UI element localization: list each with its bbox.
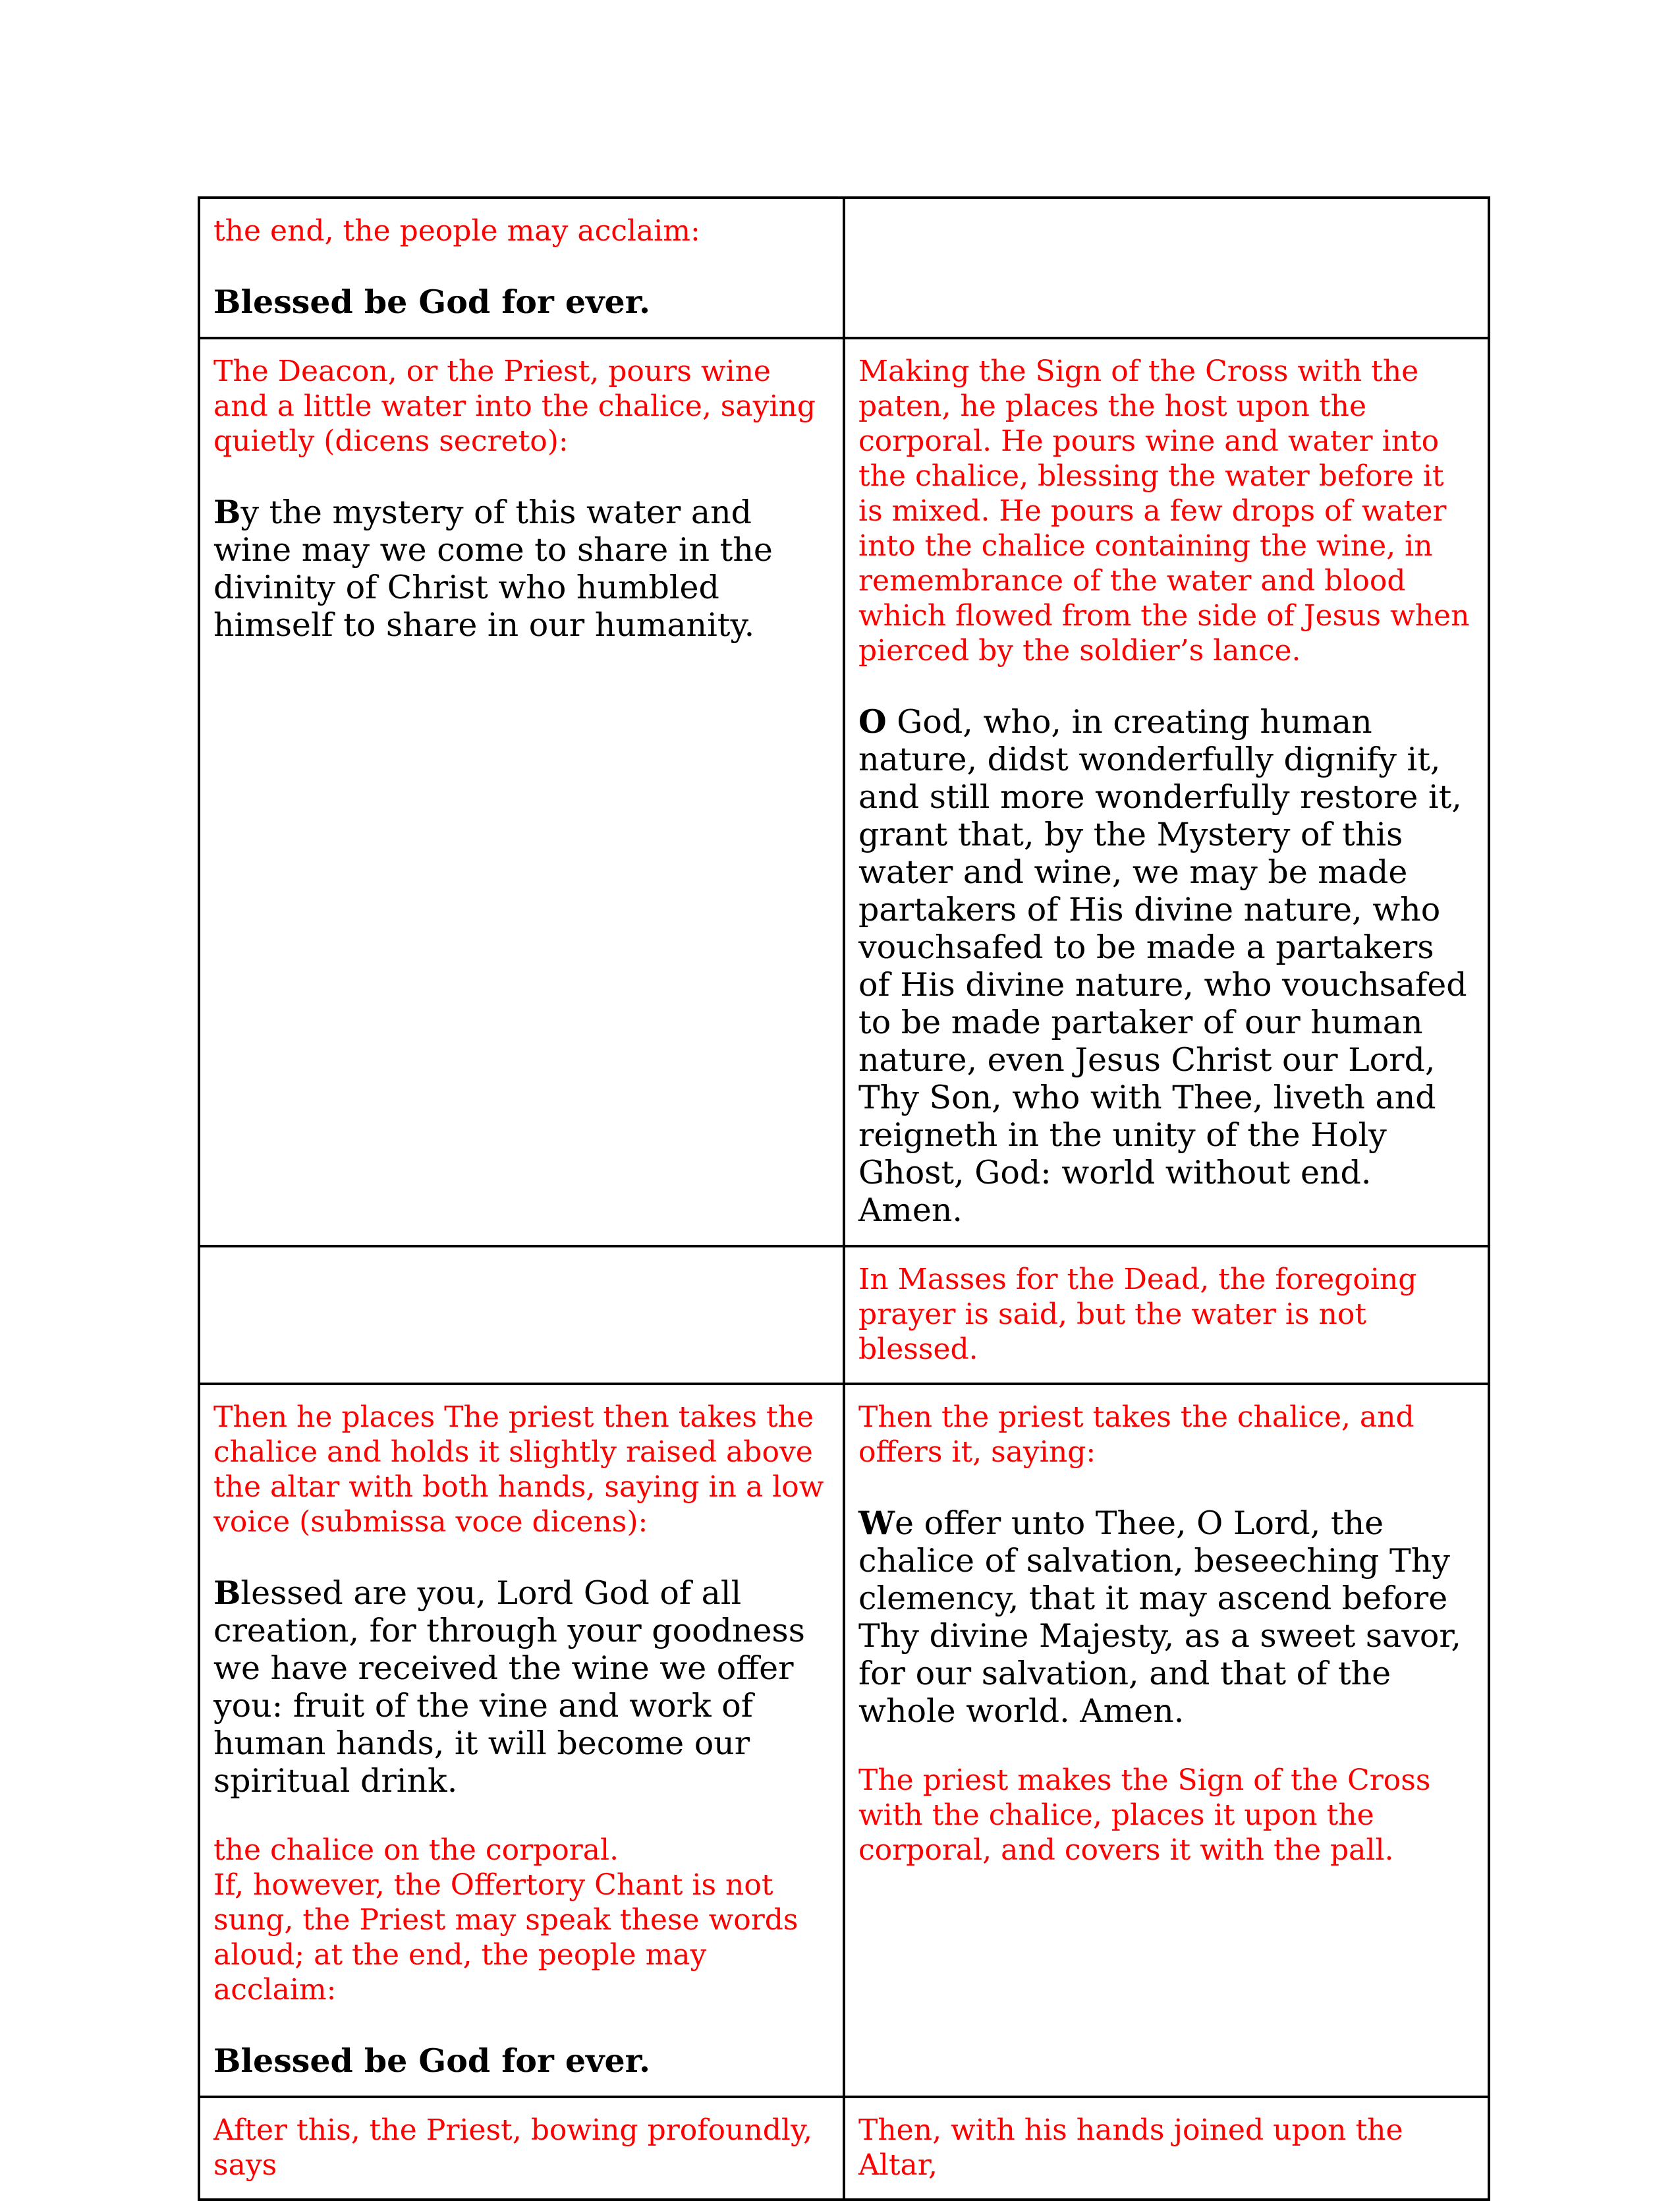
right-cell <box>844 2097 1489 2200</box>
table-row <box>199 338 1489 1246</box>
acclamation-text: Blessed be God for ever. <box>213 2042 651 2080</box>
left-cell <box>199 198 844 338</box>
right-cell <box>844 338 1489 1246</box>
prayer-initial: B <box>213 493 241 531</box>
prayer-text <box>858 703 1474 1229</box>
prayer-body: God, who, in creating human nature, didst wonderfully dignify it, and still more wonderfully restore it, grant that, by the Mystery of this water and wine, we may be made partakers of His divine nature, who vouchsafed to be made a partakers of His divine nature, who vouchsafed to be made partaker of our human nature, even Jesus Christ our Lord, Thy Son, who with Thee, liveth and reigneth in the unity of the Holy Ghost, God: world without end. Amen. <box>858 703 1467 1229</box>
rubric-text: The Deacon, or the Priest, pours wine and a little water into the chalice, saying quietly (dicens secreto): <box>213 355 816 458</box>
rubric-text: Then he places The priest then takes the chalice and holds it slightly raised above the altar with both hands, saying in a low voice (submissa voce dicens): <box>213 1400 824 1539</box>
table-row <box>199 1246 1489 1384</box>
right-cell <box>844 1384 1489 2097</box>
prayer-text <box>213 1574 829 1800</box>
rubric-text: Then the priest takes the chalice, and offers it, saying: <box>858 1400 1414 1469</box>
acclamation-text: Blessed be God for ever. <box>213 283 651 321</box>
right-cell-empty <box>844 198 1489 338</box>
prayer-text <box>213 494 829 644</box>
rubric-text: Then, with his hands joined upon the Altar, <box>858 2113 1403 2182</box>
rubric-text: the end, the people may acclaim: <box>213 214 700 248</box>
left-cell <box>199 338 844 1246</box>
rubric-text: In Masses for the Dead, the foregoing prayer is said, but the water is not blessed. <box>858 1263 1417 1366</box>
prayer-body: y the mystery of this water and wine may we come to share in the divinity of Christ who humbled himself to share in our humanity. <box>213 494 773 644</box>
table-row <box>199 198 1489 338</box>
left-cell-empty <box>199 1246 844 1384</box>
prayer-initial: O <box>858 702 887 741</box>
left-cell <box>199 1384 844 2097</box>
liturgy-comparison-table <box>198 196 1490 2201</box>
table-row <box>199 2097 1489 2200</box>
rubric-text: If, however, the Offertory Chant is not sung, the Priest may speak these words aloud; at the end, the people may acclaim: <box>213 1868 798 2007</box>
rubric-text: the chalice on the corporal. <box>213 1833 619 1867</box>
rubric-text: After this, the Priest, bowing profoundly, says <box>213 2113 812 2182</box>
prayer-initial: W <box>858 1504 895 1542</box>
prayer-initial: B <box>213 1574 241 1612</box>
prayer-body: lessed are you, Lord God of all creation, for through your goodness we have received the wine we offer you: fruit of the vine and work of human hands, it will become our spiritual drink. <box>213 1574 805 1800</box>
table-row <box>199 1384 1489 2097</box>
left-cell <box>199 2097 844 2200</box>
right-cell <box>844 1246 1489 1384</box>
prayer-body: e offer unto Thee, O Lord, the chalice of salvation, beseeching Thy clemency, that it may ascend before Thy divine Majesty, as a sweet savor, for our salvation, and that of the whole world. Amen. <box>858 1504 1461 1730</box>
prayer-text <box>858 1504 1474 1730</box>
rubric-text: The priest makes the Sign of the Cross with the chalice, places it upon the corporal, and covers it with the pall. <box>858 1763 1431 1867</box>
rubric-text: Making the Sign of the Cross with the paten, he places the host upon the corporal. He pours wine and water into the chalice, blessing the water before it is mixed. He pours a few drops of water into the chalice containing the wine, in remembrance of the water and blood which flowed from the side of Jesus when pierced by the soldier’s lance. <box>858 355 1470 668</box>
